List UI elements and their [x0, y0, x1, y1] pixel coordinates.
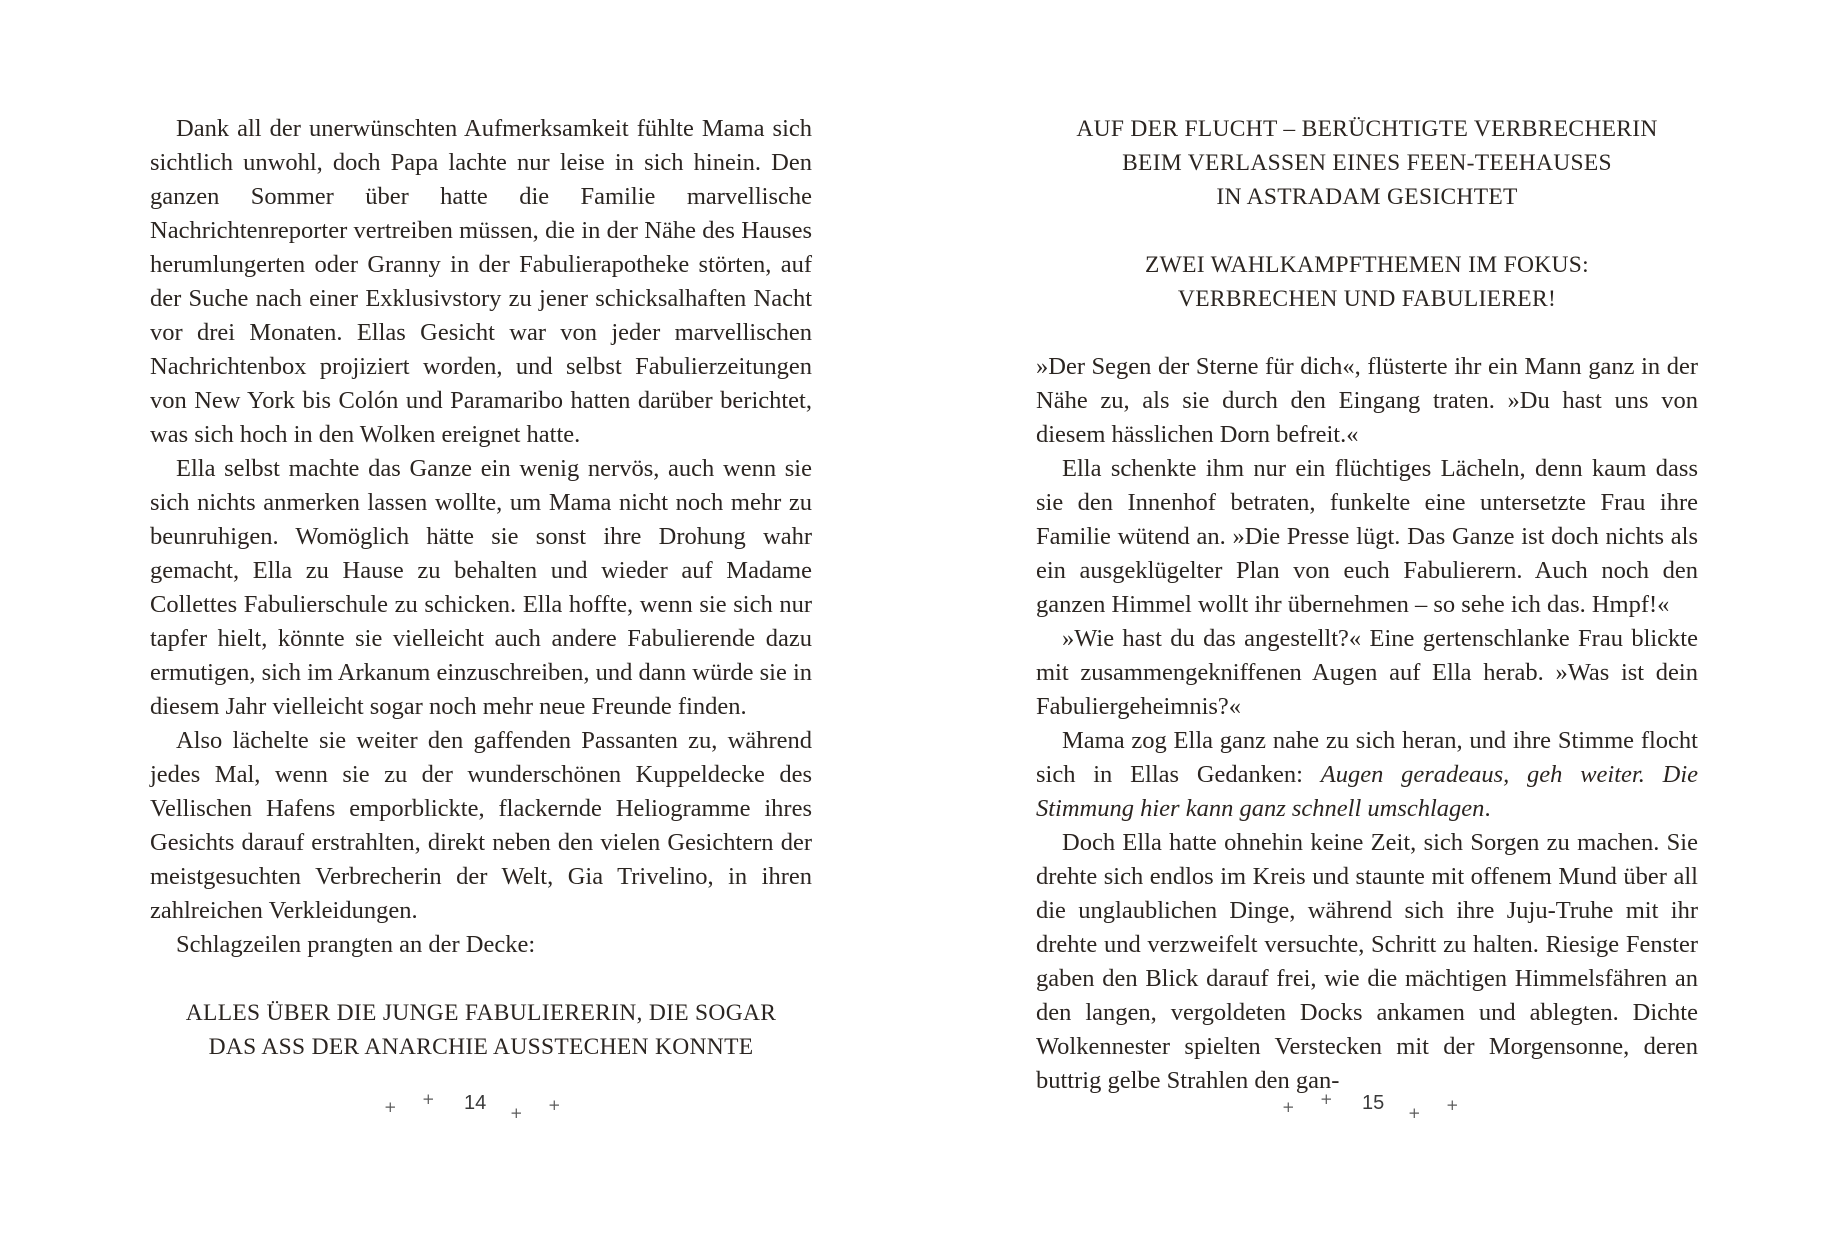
star-icon: +: [1446, 1096, 1459, 1114]
paragraph-text: .: [1484, 795, 1491, 822]
headline: [150, 996, 812, 1064]
headline-line: AUF DER FLUCHT – BERÜCHTIGTE VERBRECHERIN: [1076, 116, 1658, 142]
headline-line: VERBRECHEN UND FABULIERER!: [1177, 286, 1557, 312]
italic-thought: Augen geradeaus, geh weiter. Die Stimmung hier kann ganz schnell umschlagen: [1036, 761, 1698, 822]
right-page-text: [1036, 112, 1698, 1098]
paragraph: Ella schenkte ihm nur ein flüchtiges Lächeln, denn kaum dass sie den Innenhof betraten, funkelte eine untersetzte Frau ihre Familie wütend an. »Die Presse lügt. Das Ganze ist doch nichts als ein ausgeklügelter Plan von euch Fabulierern. Auch noch den ganzen Himmel wollt ihr übernehmen – so sehe ich das. Hmpf!«: [1036, 455, 1698, 618]
page-number-ornament: [1278, 1092, 1478, 1132]
paragraph: Ella selbst machte das Ganze ein wenig nervös, auch wenn sie sich nichts anmerken lassen wollte, um Mama nicht noch mehr zu beunruhigen. Womöglich hätte sie sonst ihre Drohung wahr gemacht, Ella zu Hause zu behalten und wieder auf Madame Collettes Fabulierschule zu schicken. Ella hoffte, wenn sie sich nur tapfer hielt, könnte sie vielleicht auch andere Fabulierende dazu ermutigen, sich im Arkanum einzuschreiben, und dann würde sie in diesem Jahr vielleicht sogar noch mehr neue Freunde finden.: [150, 455, 813, 720]
star-icon: +: [548, 1096, 561, 1114]
paragraph: Dank all der unerwünschten Aufmerksamkeit fühlte Mama sich sichtlich unwohl, doch Papa lachte nur leise in sich hinein. Den ganzen Sommer über hatte die Familie marvellische Nachrichtenreporter vertreiben müssen, die in der Nähe des Hauses herumlungerten oder Granny in der Fabulierapotheke störten, auf der Suche nach einer Exklusivstory zu jener schicksalhaften Nacht vor drei Monaten. Ellas Gesicht war von jeder marvellischen Nachrichtenbox projiziert worden, und selbst Fabulierzeitungen von New York bis Colón und Paramaribo hatten darüber berichtet, was sich hoch in den Wolken ereignet hatte.: [150, 115, 812, 448]
paragraph: »Der Segen der Sterne für dich«, flüsterte ihr ein Mann ganz in der Nähe zu, als sie durch den Eingang traten. »Du hast uns von diesem hässlichen Dorn befreit.«: [1036, 353, 1698, 448]
headline-line: DAS ASS DER ANARCHIE AUSSTECHEN KONNTE: [208, 1034, 754, 1060]
star-icon: +: [1282, 1098, 1295, 1116]
headline-line: IN ASTRADAM GESICHTET: [1216, 184, 1518, 210]
left-page: [0, 0, 915, 1240]
paragraph: »Wie hast du das angestellt?« Eine gertenschlanke Frau blickte mit zusammengekniffenen Augen auf Ella herab. »Was ist dein Fabuliergeheimnis?«: [1036, 625, 1698, 720]
star-icon: +: [384, 1098, 397, 1116]
paragraph-text: Mama zog Ella ganz nahe zu sich heran, und ihre Stimme flocht sich in Ellas Gedanken:: [1036, 727, 1698, 788]
paragraph: Doch Ella hatte ohnehin keine Zeit, sich Sorgen zu machen. Sie drehte sich endlos im Kreis und staunte mit offenem Mund über all die unglaublichen Dinge, während sich ihre Juju-Truhe mit ihr drehte und verzweifelt versuchte, Schritt zu halten. Riesige Fenster gaben den Blick darauf frei, wie die mächtigen Himmelsfähren an den langen, vergoldeten Docks ankamen und ablegten. Dichte Wolkennester spielten Verstecken mit der Morgensonne, deren buttrig gelbe Strahlen den gan-: [1036, 829, 1698, 1094]
page-number: 15: [1362, 1092, 1385, 1114]
headline-line: ZWEI WAHLKAMPFTHEMEN IM FOKUS:: [1145, 252, 1589, 278]
headline-line: BEIM VERLASSEN EINES FEEN-TEEHAUSES: [1122, 150, 1612, 176]
star-icon: +: [422, 1090, 435, 1108]
star-icon: +: [510, 1104, 523, 1122]
page-number: 14: [464, 1092, 487, 1114]
left-page-text: [150, 112, 812, 1098]
paragraph: Also lächelte sie weiter den gaffenden Passanten zu, während jedes Mal, wenn sie zu der wunderschönen Kuppeldecke des Vellischen Hafens emporblickte, flackernde Heliogramme ihres Gesichts darauf erstrahlten, direkt neben den vielen Gesichtern der meistgesuchten Verbrecherin der Welt, Gia Trivelino, in ihren zahlreichen Verkleidungen.: [150, 727, 812, 924]
headline: [1036, 112, 1698, 214]
star-icon: +: [1320, 1090, 1333, 1108]
right-page: [916, 0, 1831, 1240]
page-number-ornament: [380, 1092, 580, 1132]
headline: [1036, 248, 1698, 316]
paragraph: [1036, 724, 1698, 826]
headline-line: ALLES ÜBER DIE JUNGE FABULIERERIN, DIE SOGAR: [185, 1000, 777, 1026]
star-icon: +: [1408, 1104, 1421, 1122]
paragraph: Schlagzeilen prangten an der Decke:: [176, 931, 536, 958]
